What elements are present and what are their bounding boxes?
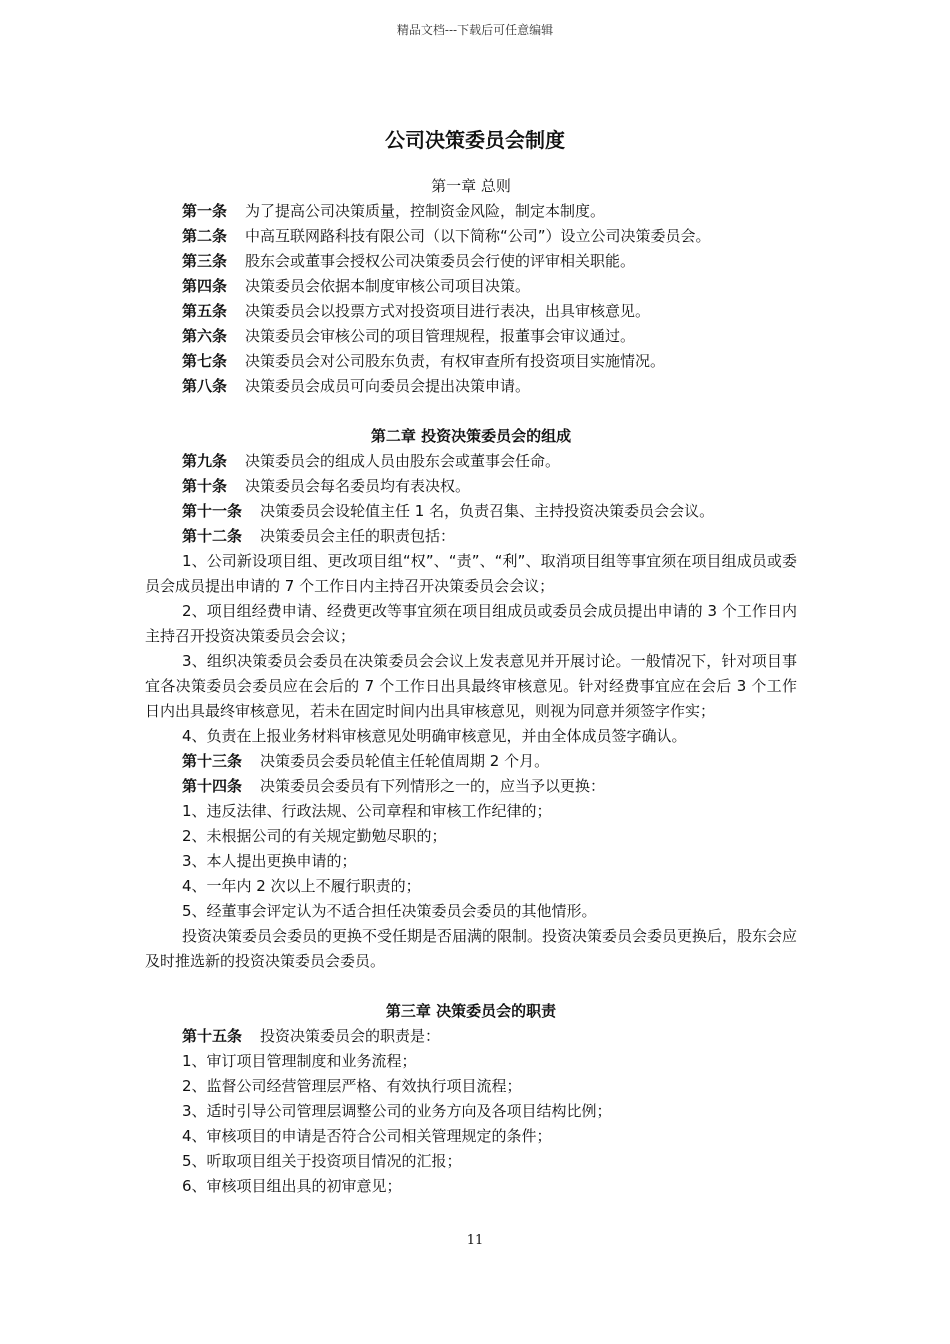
- list-item: 2、项目组经费申请、经费更改等事宜须在项目组成员或委员会成员提出申请的 3 个工作日内主持召开投资决策委员会会议；: [145, 602, 797, 645]
- list-item: 3、适时引导公司管理层调整公司的业务方向及各项目结构比例；: [182, 1102, 612, 1120]
- list-item: 1、违反法律、行政法规、公司章程和审核工作纪律的；: [182, 802, 552, 820]
- article-text: 决策委员会审核公司的项目管理规程，报董事会审议通过。: [245, 327, 636, 345]
- article: [145, 499, 797, 524]
- document-body: [145, 174, 797, 1199]
- list-item: 3、本人提出更换申请的；: [182, 852, 357, 870]
- article: [145, 324, 797, 349]
- article-text: 决策委员会设轮值主任 1 名，负责召集、主持投资决策委员会会议。: [260, 502, 715, 520]
- closing-paragraph: 投资决策委员会委员的更换不受任期是否届满的限制。投资决策委员会委员更换后，股东会应及时推选新的投资决策委员会委员。: [145, 927, 798, 970]
- chapter-heading: 第三章 决策委员会的职责: [385, 1002, 557, 1020]
- article-number: 第二条: [182, 227, 228, 245]
- article-text: 决策委员会成员可向委员会提出决策申请。: [245, 377, 531, 395]
- article-number: 第十一条: [182, 502, 243, 520]
- article-number: 第三条: [182, 252, 228, 270]
- article-text: 决策委员会每名委员均有表决权。: [245, 477, 471, 495]
- article: [145, 199, 797, 224]
- article-text: 中高互联网路科技有限公司（以下简称“公司”）设立公司决策委员会。: [245, 227, 711, 245]
- article: [145, 249, 797, 274]
- list-item: 2、监督公司经营管理层严格、有效执行项目流程；: [182, 1077, 522, 1095]
- article: [145, 374, 797, 399]
- article-number: 第六条: [182, 327, 228, 345]
- chapter-heading: 第二章 投资决策委员会的组成: [370, 427, 572, 445]
- article-text: 投资决策委员会的职责是：: [260, 1027, 441, 1045]
- article-number: 第五条: [182, 302, 228, 320]
- article-text: 决策委员会主任的职责包括：: [260, 527, 456, 545]
- article-number: 第一条: [182, 202, 228, 220]
- article-number: 第十二条: [182, 527, 243, 545]
- article-number: 第八条: [182, 377, 228, 395]
- list-item: 2、未根据公司的有关规定勤勉尽职的；: [182, 827, 447, 845]
- article: [145, 1024, 797, 1049]
- article: [145, 274, 797, 299]
- article-text: 股东会或董事会授权公司决策委员会行使的评审相关职能。: [245, 252, 636, 270]
- article-text: 决策委员会的组成人员由股东会或董事会任命。: [245, 452, 561, 470]
- list-item: 4、审核项目的申请是否符合公司相关管理规定的条件；: [182, 1127, 552, 1145]
- article: [145, 474, 797, 499]
- article-number: 第七条: [182, 352, 228, 370]
- article-text: 决策委员会委员有下列情形之一的，应当予以更换：: [260, 777, 606, 795]
- article: [145, 524, 797, 549]
- article-number: 第十条: [182, 477, 228, 495]
- page-number: 11: [466, 1233, 484, 1248]
- list-item: 4、负责在上报业务材料审核意见处明确审核意见，并由全体成员签字确认。: [182, 727, 687, 745]
- list-item: 1、审订项目管理制度和业务流程；: [182, 1052, 417, 1070]
- list-item: 3、组织决策委员会委员在决策委员会会议上发表意见并开展讨论。一般情况下，针对项目事宜各决策委员会委员应在会后的 7 个工作日出具最终审核意见。针对经费事宜应在会后 3 个工作日内出具最终审核意见，若未在固定时间内出具审核意见，则视为同意并须签字作实；: [145, 652, 797, 720]
- chapter-heading: 第一章 总则: [431, 177, 511, 195]
- article: [145, 224, 797, 249]
- article: [145, 299, 797, 324]
- article: [145, 774, 797, 799]
- article-number: 第四条: [182, 277, 228, 295]
- article-text: 决策委员会委员轮值主任轮值周期 2 个月。: [260, 752, 550, 770]
- article: [145, 749, 797, 774]
- list-item: 5、听取项目组关于投资项目情况的汇报；: [182, 1152, 462, 1170]
- article-text: 决策委员会以投票方式对投资项目进行表决，出具审核意见。: [245, 302, 651, 320]
- article-text: 决策委员会对公司股东负责，有权审查所有投资项目实施情况。: [245, 352, 666, 370]
- list-item: 1、公司新设项目组、更改项目组“权”、“责”、“利”、取消项目组等事宜须在项目组成员或委员会成员提出申请的 7 个工作日内主持召开决策委员会会议；: [145, 552, 797, 595]
- article: [145, 349, 797, 374]
- list-item: 6、审核项目组出具的初审意见；: [182, 1177, 402, 1195]
- list-item: 5、经董事会评定认为不适合担任决策委员会委员的其他情形。: [182, 902, 597, 920]
- article-text: 决策委员会依据本制度审核公司项目决策。: [245, 277, 531, 295]
- list-item: 4、一年内 2 次以上不履行职责的；: [182, 877, 421, 895]
- document-title: 公司决策委员会制度: [385, 128, 565, 152]
- article: [145, 449, 797, 474]
- article-number: 第十三条: [182, 752, 243, 770]
- article-text: 为了提高公司决策质量，控制资金风险，制定本制度。: [245, 202, 606, 220]
- running-header: 精品文档---下载后可任意编辑: [396, 23, 554, 37]
- article-number: 第九条: [182, 452, 228, 470]
- article-number: 第十四条: [182, 777, 243, 795]
- article-number: 第十五条: [182, 1027, 243, 1045]
